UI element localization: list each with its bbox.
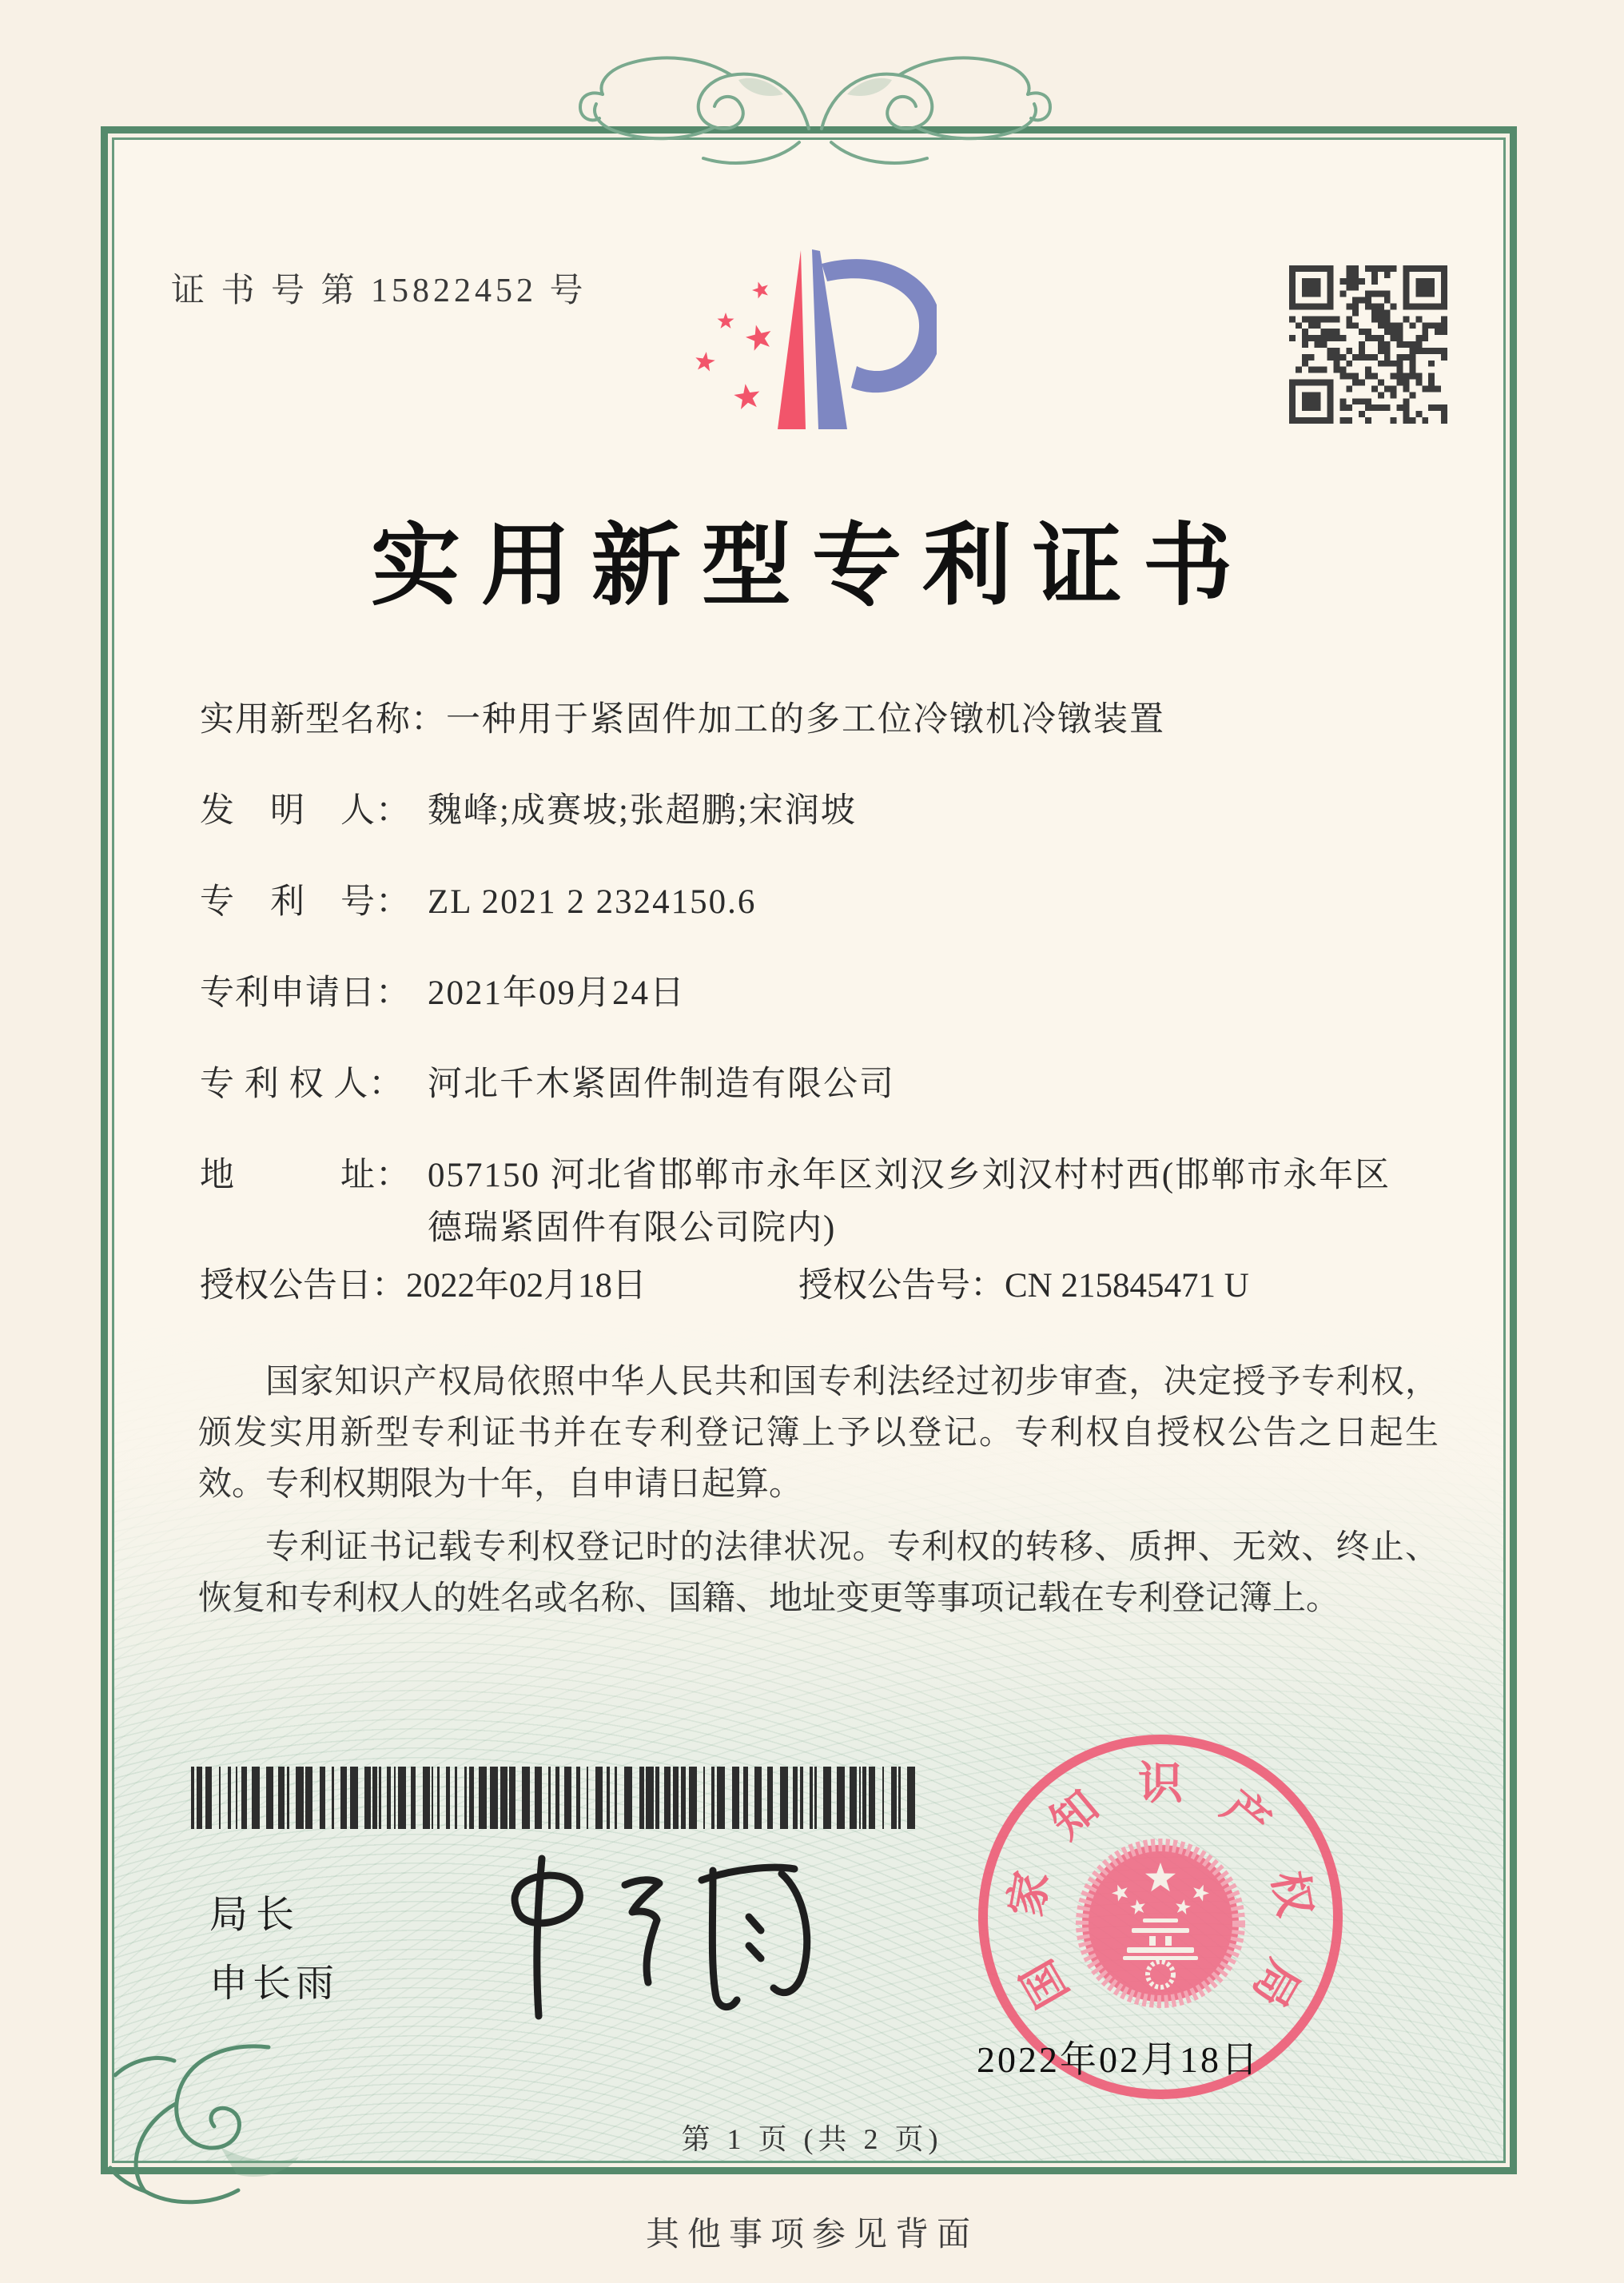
svg-text:国: 国 <box>1013 1951 1079 2015</box>
field-row-patentee <box>200 1058 1463 1111</box>
grant-number-value: CN 215845471 U <box>1005 1267 1249 1305</box>
legal-paragraph-1: 国家知识产权局依照中华人民共和国专利法经过初步审查，决定授予专利权，颁发实用新型专利证书并在专利登记簿上予以登记。专利权自授权公告之日起生效。专利权期限为十年，自申请日起算。 <box>198 1364 1439 1503</box>
svg-text:权: 权 <box>1263 1867 1320 1921</box>
officer-name: 申长雨 <box>209 1962 340 2005</box>
page-number: 第 1 页 (共 2 页) <box>681 2123 943 2155</box>
officer-block <box>209 1896 339 2003</box>
field-label: 实用新型名称： <box>200 701 446 739</box>
legal-paragraph-2: 专利证书记载专利权登记时的法律状况。专利权的转移、质押、无效、终止、恢复和专利权人的姓名或名称、国籍、地址变更等事项记载在专利登记簿上。 <box>198 1529 1439 1618</box>
top-border-ornament <box>511 46 1119 186</box>
logo-stars <box>695 282 770 410</box>
svg-text:识: 识 <box>1138 1759 1183 1809</box>
field-label: 专 利 权 人： <box>200 1066 404 1103</box>
field-row-filing-date <box>200 967 1463 1020</box>
cnipa-logo <box>687 232 937 444</box>
field-label: 发 明 人： <box>200 792 411 830</box>
field-row-patent-number <box>200 876 1463 929</box>
svg-text:局: 局 <box>1242 1951 1308 2015</box>
svg-text:产: 产 <box>1212 1782 1280 1849</box>
field-row-grant <box>200 1260 1463 1313</box>
field-value: ZL 2021 2 2324150.6 <box>428 883 757 921</box>
legal-text <box>198 1357 1439 1638</box>
grant-date-label: 授权公告日： <box>200 1267 406 1305</box>
field-value: 一种用于紧固件加工的多工位冷镦机冷镦装置 <box>446 701 1165 739</box>
field-value: 057150 河北省邯郸市永年区刘汉乡刘汉村村西(邯郸市永年区德瑞紧固件有限公司院内) <box>428 1157 1391 1247</box>
svg-text:知: 知 <box>1041 1782 1109 1849</box>
field-label: 专 利 号： <box>200 883 411 921</box>
barcode <box>189 1767 933 1831</box>
field-list <box>200 694 1463 1313</box>
signature <box>504 1847 839 2038</box>
certificate-title: 实用新型专利证书 <box>371 517 1253 616</box>
field-row-name <box>200 694 1463 747</box>
seal-date: 2022年02月18日 <box>977 2039 1260 2080</box>
officer-title: 局长 <box>209 1894 303 1936</box>
field-row-inventors <box>200 785 1463 838</box>
logo-red-spike <box>778 250 806 429</box>
field-row-address <box>200 1149 1463 1255</box>
svg-text:家: 家 <box>1001 1867 1058 1921</box>
field-value: 河北千木紧固件制造有限公司 <box>428 1066 895 1103</box>
logo-p-bowl <box>822 259 937 392</box>
grant-date-value: 2022年02月18日 <box>406 1267 647 1305</box>
field-value: 魏峰;成赛坡;张超鹏;宋润坡 <box>428 792 857 830</box>
certificate-number: 证 书 号 第 15822452 号 <box>171 273 587 309</box>
field-value: 2021年09月24日 <box>428 974 686 1012</box>
grant-number-label: 授权公告号： <box>798 1267 1005 1305</box>
field-label: 专利申请日： <box>200 974 411 1012</box>
field-label: 地 址： <box>200 1157 411 1194</box>
qr-code <box>1289 265 1447 424</box>
seal-emblem <box>1082 1845 1239 2002</box>
back-note: 其他事项参见背面 <box>645 2217 978 2253</box>
